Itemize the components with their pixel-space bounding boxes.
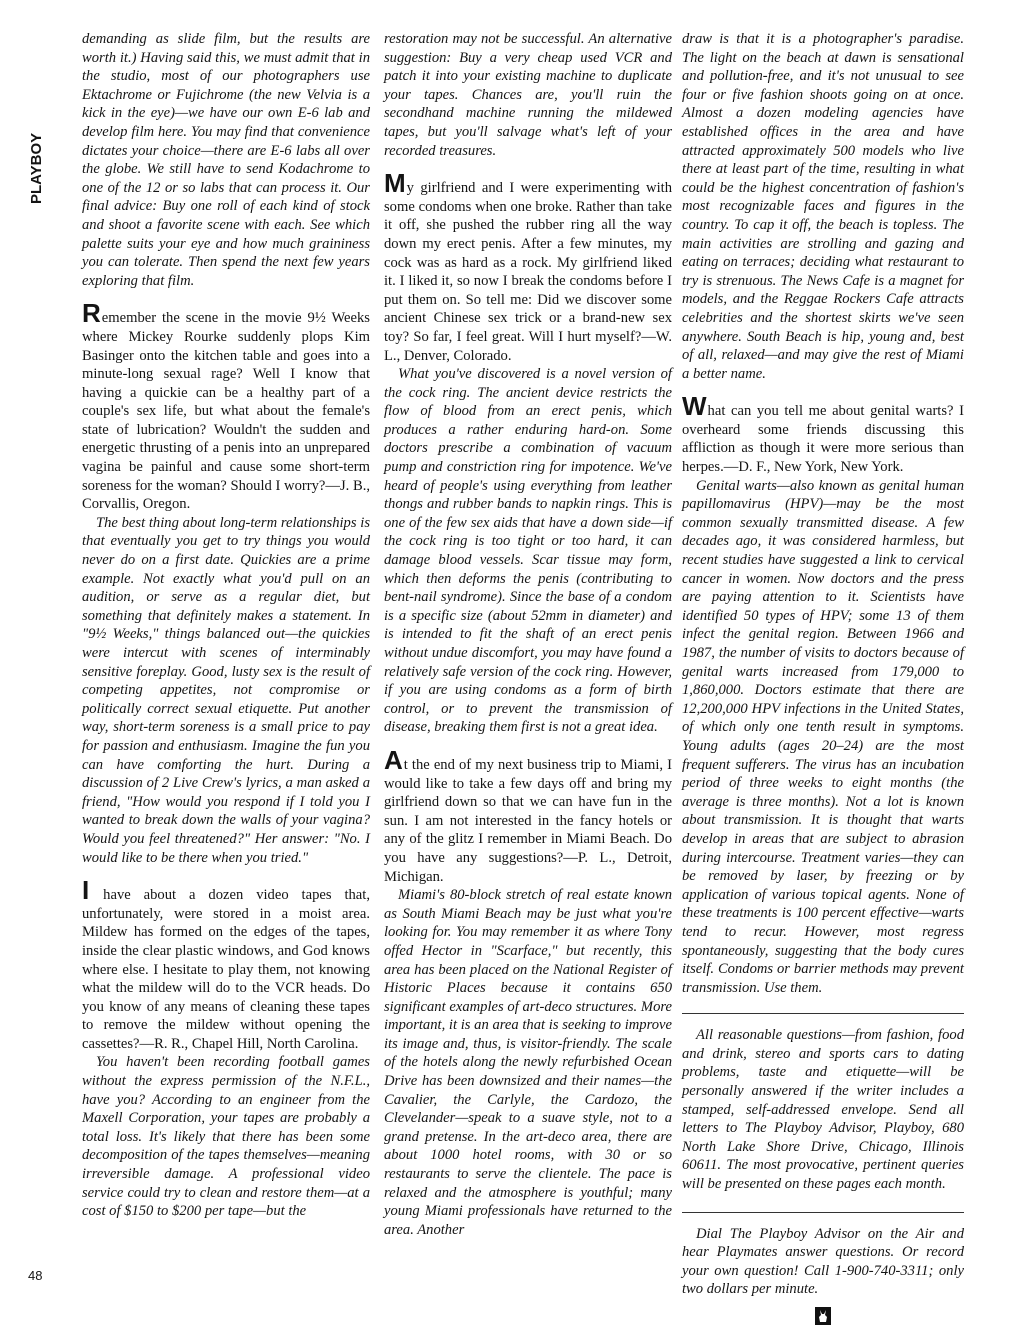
answer-continued: demanding as slide film, but the results are worth it.) Having said this, we must admit that in the studio, most of our photographers use Ektachrome or Fujichrome (the new Velvia is a kick in the eye)—we have our own E-6 lab and develop film here. You may find that convenience dictates your choice—there are E-6 labs all over the globe. We still have to send Kodachrome to one of the 12 or so labs that can process it. Our final advice: Buy one roll of each kind of stock and shoot a favorite scene with each. See which palette suits your eye and how much graininess you can tolerate. Then spend the next few years exploring that film. bbox=[82, 31, 370, 289]
question-2 bbox=[82, 875, 370, 1053]
column-2 bbox=[384, 30, 672, 1239]
answer-2-continued: restoration may not be successful. An alternative suggestion: Buy a very cheap used VCR and patch it into your existing machine to duplicate your tapes. Chances are, you'll ruin the secondhand machine running the mildewed tapes, but you'll salvage what's left of your recorded treasures. bbox=[384, 31, 672, 159]
column-1 bbox=[82, 30, 370, 1221]
column-3 bbox=[682, 30, 964, 1325]
question-3-text: y girlfriend and I were experimenting with some condoms when one broke. Rather than take it off, she pushed the rubber ring all the way down my erect penis. After a few minutes, my cock was as hard as a rock. My girlfriend liked it. I liked it, so now I break the condoms before I put them on. So tell me: Did we discover some ancient Chinese sex trick or a brand-new sex toy? So far, I feel great. Will I hurt myself?—W. L., Denver, Colorado. bbox=[384, 180, 672, 364]
answer-1: The best thing about long-term relationships is that eventually you get to try things you would never do on a first date. Quickies are a prime example. Not exactly what you'd pull on an audition, or serve as a regular diet, but something that definitely makes a statement. In "9½ Weeks," things balanced out—the quickies were intercut with scenes of interminably sensitive foreplay. Good, lusty sex is the result of competing appetites, not compromise or politically correct sexual etiquette. Put another way, short-term soreness is a small price to pay for passion and enthusiasm. Imagine the fun you can have comforting the hurt. During a discussion of 2 Live Crew's lyrics, a man asked a friend, "How would you respond if I told you I wanted to break down the walls of your vagina? Would you feel threatened?" Her answer: "No. I would like to be there when you tried." bbox=[82, 514, 370, 866]
question-4 bbox=[384, 744, 672, 886]
rabbit-logo-icon bbox=[815, 1307, 831, 1325]
dropcap: W bbox=[682, 391, 707, 422]
answer-5: Genital warts—also known as genital human papillomavirus (HPV)—may be the most common sexually transmitted disease. A few decades ago, it was considered harmless, but recent studies have suggested a link to cervical cancer in women. Now doctors and the press are paying attention to it. Scientists have identified 50 types of HPV; some 13 of them infect the genital region. Between 1966 and 1987, the number of visits to doctors because of genital warts increased from 179,000 to 1,860,000. Doctors estimate that there are 12,200,000 HPV infections in the United States, of which only one tenth result in symptoms. Young adults (ages 20–24) are the most frequent sufferers. The virus has an incubation period of three weeks to eight months (the average is three months). Not a lot is known about transmission. It is thought that warts develop in areas that are subject to abrasion during intercourse. Treatment varies—they can be removed by laser, by freezing or by application of various topical agents. None of these treatments is 100 percent effective—warts tend to recur. However, most regress spontaneously, suggesting that the body cures itself. Condoms or barrier methods may prevent transmission. Use them. bbox=[682, 477, 964, 996]
masthead bbox=[26, 38, 48, 298]
submission-notice bbox=[682, 1013, 964, 1193]
answer-3: What you've discovered is a novel version of the cock ring. The ancient device restricts the flow of blood from an erect penis, which produces a rather enduring hard-on. Some doctors prescribe a combination of vacuum pump and constriction ring for impotence. We've heard of people's using everything from leather thongs and rubber bands to napkin rings. This is one of the few sex aids that have a down side—if the cock ring is too tight or too hard, it can damage blood vessels. Scar tissue may form, which then deforms the penis (contributing to bent-nail syndrome). Since the base of a condom is a specific size (about 52mm in diameter) and is intended to fit the shaft of an erect penis without undue discomfort, you may have found a relatively safe version of the cock ring. However, if you are using condoms as a form of birth control, or to prevent the transmission of disease, breaking them first is not a great idea. bbox=[384, 366, 672, 736]
dial-text: Dial The Playboy Advisor on the Air and hear Playmates answer questions. Or record your own question! Call 1-900-740-3311; only two dollars per minute. bbox=[682, 1225, 964, 1298]
question-2-text: have about a dozen video tapes that, unfortunately, were stored in a moist area. Mildew has formed on the edges of the tapes, inside the clear plastic windows, and God knows where else. I hesitate to play them, not knowing what the mildew will do to the VCR heads. Do you know of any means of cleaning these tapes to remove the mildew without opening the cassettes?—R. R., Chapel Hill, North Carolina. bbox=[82, 887, 370, 1052]
dropcap: A bbox=[384, 744, 403, 775]
dropcap: I bbox=[82, 875, 90, 906]
question-1-text: emember the scene in the movie 9½ Weeks where Mickey Rourke suddenly plops Kim Basinger onto the kitchen table and goes into a minute-long sexual rage? Well I know that having a quickie can be a healthy part of a couple's sex life, but what about the female's state of lubrication? Wouldn't the sudden and energetic thrusting of a penis into an unprepared vagina be painful and cause some short-term soreness for the woman? Should I worry?—J. B., Corvallis, Oregon. bbox=[82, 310, 370, 513]
dropcap: M bbox=[384, 168, 406, 199]
masthead-title: PLAYBOY bbox=[28, 132, 45, 204]
question-1 bbox=[82, 298, 370, 514]
answer-2: You haven't been recording football games without the express permission of the N.F.L., have you? According to an engineer from the Maxell Corporation, your tapes are probably a total loss. It's likely that there has been some decomposition of the tapes themselves—meaning irreversible damage. A professional video service could try to clean and restore them—at a cost of $150 to $200 per tape—but the bbox=[82, 1054, 370, 1220]
page-number: 48 bbox=[28, 1268, 43, 1283]
submission-text: All reasonable questions—from fashion, food and drink, stereo and sports cars to dating problems, taste and etiquette—will be personally answered if the writer includes a stamped, self-addressed envelope. Send all letters to The Playboy Advisor, Playboy, 680 North Lake Shore Drive, Chicago, Illinois 60611. The most provocative, pertinent queries will be presented on these pages each month. bbox=[682, 1027, 964, 1193]
question-5 bbox=[682, 391, 964, 476]
answer-4-continued: draw is that it is a photographer's paradise. The light on the beach at dawn is sensational and pollution-free, and it's not unusual to see four or five fashion shoots going on at once. Almost a dozen modeling agencies have established offices in the area and have attracted approximately 500 models who live there at least part of the time, resulting in what could be the highest concentration of fashion's most recognizable faces and figures in the country. To cap it off, the beach is topless. The main activities are strolling and gazing and eating on terraces; deciding what restaurant to try is strenuous. The News Cafe is a magnet for models, and the Reggae Rockers Cafe attracts celebrities and the shortest skirts we've seen anywhere. South Beach is hip, young and, best of all, relaxed—and may give the rest of Miami a better name. bbox=[682, 31, 964, 382]
question-3 bbox=[384, 168, 672, 365]
answer-4: Miami's 80-block stretch of real estate known as South Miami Beach may be just what you're looking for. You may remember it as where Tony offed Hector in "Scarface," but recently, this area has been placed on the National Register of Historic Places because it contains 650 significant examples of art-deco structures. More important, it is an area that is seeking to improve its image and, thus, is visitor-friendly. The scale of the hotels along the newly refurbished Ocean Drive has been downsized and their names—the Cavalier, the Carlyle, the Cardozo, the Clevelander—speak to a suave style, not to a grand pretense. In the art-deco area, there are about 1000 hotel rooms, with 30 or so restaurants to serve the clientele. The pace is relaxed and the atmosphere is youthful; many young Miami professionals have returned to the area. Another bbox=[384, 887, 672, 1238]
question-4-text: t the end of my next business trip to Miami, I would like to take a few days off and bring my girlfriend down so that we can have fun in the sun. I am not interested in the fancy hotels or any of the glitz I remember in Miami Beach. Do you have any suggestions?—P. L., Detroit, Michigan. bbox=[384, 756, 672, 885]
dropcap: R bbox=[82, 298, 101, 329]
dial-advisor-box bbox=[682, 1212, 964, 1325]
question-5-text: hat can you tell me about genital warts? I overheard some friends discussing this affliction as though it were more serious than herpes.—D. F., New York, New York. bbox=[682, 403, 964, 476]
